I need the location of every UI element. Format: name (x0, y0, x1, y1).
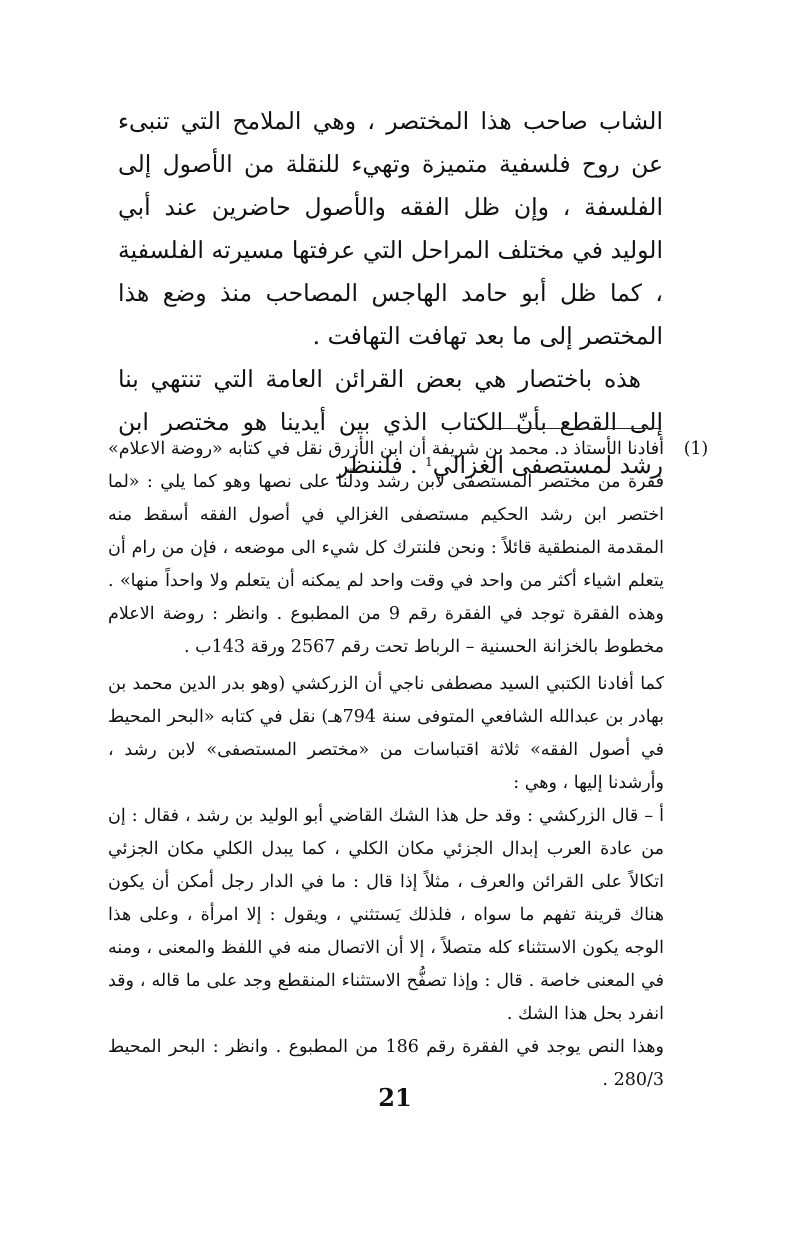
body-paragraph-1: الشاب صاحب هذا المختصر ، وهي الملامح التي تنبىء عن روح فلسفية متميزة وتهيء للنقلة من الأصول إلى الفلسفة ، وإن ظل الفقه والأصول حاضرين عند أبي الوليد في مختلف المراحل التي عرفتها مسيرته الفلسفية ، كما ظل أبو حامد الهاجس المصاحب منذ وضع هذا المختصر إلى ما بعد تهافت التهافت . (118, 107, 663, 350)
footnote-paragraph: وهذا النص يوجد في الفقرة رقم 186 من المطبوع . وانظر : البحر المحيط 280/3 . (108, 1037, 664, 1090)
footnote-marker: (1) (683, 439, 708, 459)
footnote-paragraph: كما أفادنا الكتبي السيد مصطفى ناجي أن الزركشي (وهو بدر الدين محمد بن بهادر بن عبدالله الشافعي المتوفى سنة 794هـ) نقل في كتابه «البحر المحيط في أصول الفقه» ثلاثة اقتباسات من «مختصر المستصفى» لابن رشد ، وأرشدنا إليها ، وهي : (108, 674, 664, 793)
footnotes-section (108, 433, 708, 1097)
footnote-1 (108, 433, 708, 1097)
footnote-paragraph: أفادنا الأستاذ د. محمد بن شريفة أن ابن الأزرق نقل في كتابه «روضة الاعلام» فقرة من مختصر المستصفى لابن رشد ودلّنا على نصها وهو كما يلي : «لما اختصر ابن رشد الحكيم مستصفى الغزالي في أصول الفقه أسقط منه المقدمة المنطقية قائلاً : ونحن فلنترك كل شيء الى موضعه ، فإن من رام أن يتعلم اشياء أكثر من واحد في وقت واحد لم يمكنه أن يتعلم ولا واحداً منها» . وهذه الفقرة توجد في الفقرة رقم 9 من المطبوع . وانظر : روضة الاعلام مخطوط بالخزانة الحسنية – الرباط تحت رقم 2567 ورقة 143ب . (108, 439, 664, 657)
footnote-paragraph: أ – قال الزركشي : وقد حل هذا الشك القاضي أبو الوليد بن رشد ، فقال : إن من عادة العرب إبدال الجزئي مكان الكلي ، كما يبدل الكلي مكان الجزئي اتكالاً على القرائن والعرف ، مثلاً إذا قال : ما في الدار رجل أمكن أن يكون هناك قرينة تفهم ما سواه ، فلذلك يَستثني ، ويقول : إلا امرأة ، وعلى هذا الوجه يكون الاستثناء كله متصلاً ، إلا أن الاتصال منه في اللفظ والمعنى ، ومنه في المعنى خاصة . قال : وإذا تصفُّح الاستثناء المنقطع وجد على ما قاله ، وقد انفرد بحل هذا الشك . (108, 806, 664, 1024)
body-paragraph-2-tail: . فلننظر (337, 451, 426, 479)
footnote-reference: 1 (425, 455, 433, 469)
body-paragraph-2-text: هذه باختصار هي بعض القرائن العامة التي تنتهي بنا إلى القطع بأنّ الكتاب الذي بين أيدينا هو مختصر ابن رشد لمستصفى الغزالي (118, 365, 663, 479)
footnote-separator-line (492, 428, 660, 429)
page-number: 21 (378, 1083, 412, 1112)
